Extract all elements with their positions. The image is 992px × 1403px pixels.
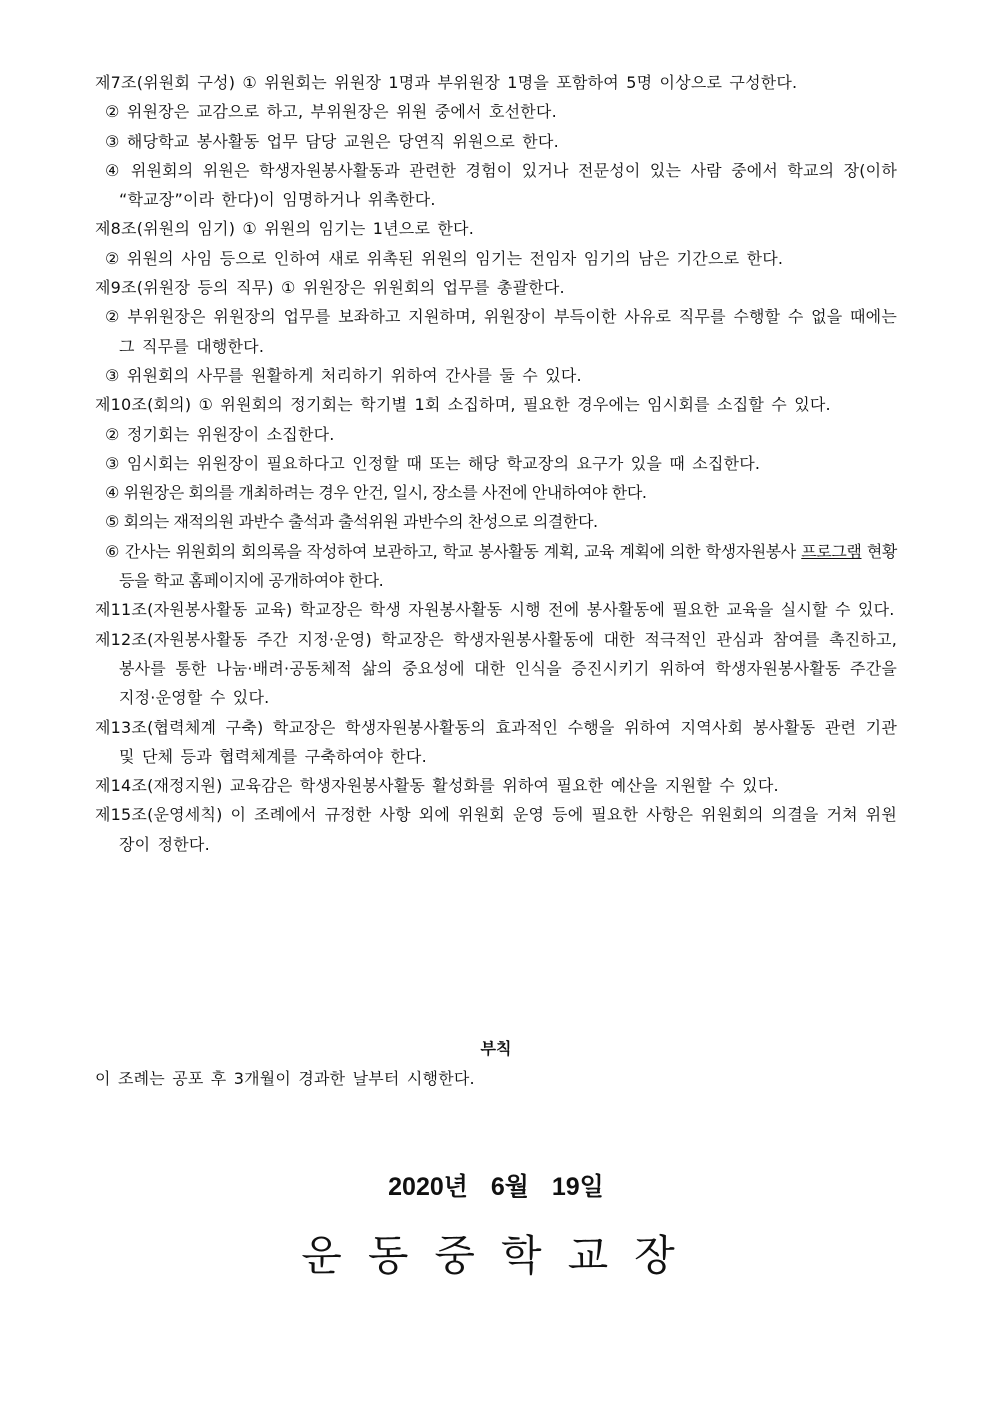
article-7-clause-4: ④ 위원회의 위원은 학생자원봉사활동과 관련한 경험이 있거나 전문성이 있는 사람 중에서 학교의 장(이하 “학교장”이라 한다)이 임명하거나 위촉한다. (105, 160, 897, 210)
ordinance-body (95, 68, 897, 859)
article-10-clause-3: ③ 임시회는 위원장이 필요하다고 인정할 때 또는 해당 학교장의 요구가 있을 때 소집한다. (105, 453, 761, 473)
article-12: 제12조(자원봉사활동 주간 지정·운영) 학교장은 학생자원봉사활동에 대한 적극적인 관심과 참여를 촉진하고, 봉사를 통한 나눔·배려·공동체적 삶의 중요성에 대한 인식을 증진시키기 위하여 학생자원봉사활동 주간을 지정·운영할 수 있다. (95, 629, 897, 708)
article-10-clause-1: 제10조(회의) ① 위원회의 정기회는 학기별 1회 소집하며, 필요한 경우에는 임시회를 소집할 수 있다. (95, 395, 831, 415)
article-8-clause-1: 제8조(위원의 임기) ① 위원의 임기는 1년으로 한다. (95, 219, 474, 239)
article-10-clause-6-text-before: ⑥ 간사는 위원회의 회의록을 작성하여 보관하고, 학교 봉사활동 계획, 교육 계획에 의한 학생자원봉사 (105, 541, 802, 561)
article-10-clause-6 (95, 537, 897, 596)
article-11: 제11조(자원봉사활동 교육) 학교장은 학생 자원봉사활동 시행 전에 봉사활동에 필요한 교육을 실시할 수 있다. (95, 600, 895, 620)
school-principal-signature: 운동중학교장 (301, 1231, 701, 1280)
article-10-clause-6-underlined-term: 프로그램 (801, 541, 862, 561)
addendum-text: 이 조례는 공포 후 3개월이 경과한 날부터 시행한다. (95, 1069, 475, 1088)
article-8-clause-2: ② 위원의 사임 등으로 인하여 새로 위촉된 위원의 임기는 전임자 임기의 남은 기간으로 한다. (105, 248, 784, 268)
article-7-clause-1: 제7조(위원회 구성) ① 위원회는 위원장 1명과 부위원장 1명을 포함하여 5명 이상으로 구성한다. (95, 73, 798, 92)
article-9-clause-1: 제9조(위원장 등의 직무) ① 위원장은 위원회의 업무를 총괄한다. (95, 278, 565, 298)
issue-date: 2020년 6월 19일 (388, 1173, 604, 1201)
article-15: 제15조(운영세칙) 이 조례에서 규정한 사항 외에 위원회 운영 등에 필요한 사항은 위원회의 의결을 거쳐 위원장이 정한다. (95, 805, 897, 854)
article-13: 제13조(협력체계 구축) 학교장은 학생자원봉사활동의 효과적인 수행을 위하여 지역사회 봉사활동 관련 기관 및 단체 등과 협력체계를 구축하여야 한다. (95, 717, 897, 766)
article-9-clause-3: ③ 위원회의 사무를 원활하게 처리하기 위하여 간사를 둘 수 있다. (105, 365, 582, 385)
article-10-clause-2: ② 정기회는 위원장이 소집한다. (105, 424, 335, 444)
article-9-clause-2: ② 부위원장은 위원장의 업무를 보좌하고 지원하며, 위원장이 부득이한 사유로 직무를 수행할 수 없을 때에는 그 직무를 대행한다. (105, 307, 897, 356)
article-14: 제14조(재정지원) 교육감은 학생자원봉사활동 활성화를 위하여 필요한 예산을 지원할 수 있다. (95, 776, 779, 796)
article-7-clause-3: ③ 해당학교 봉사활동 업무 담당 교원은 당연직 위원으로 한다. (105, 131, 559, 151)
addendum-title: 부칙 (480, 1039, 512, 1058)
article-7-clause-2: ② 위원장은 교감으로 하고, 부위원장은 위원 중에서 호선한다. (105, 102, 557, 122)
article-10-clause-4: ④ 위원장은 회의를 개최하려는 경우 안건, 일시, 장소를 사전에 안내하여야 한다. (105, 483, 647, 503)
article-10-clause-5: ⑤ 회의는 재적의원 과반수 출석과 출석위원 과반수의 찬성으로 의결한다. (105, 512, 598, 532)
article-10-clause-6-text-after: 현황 등을 학교 홈페이지에 공개하여야 한다. (119, 541, 897, 591)
